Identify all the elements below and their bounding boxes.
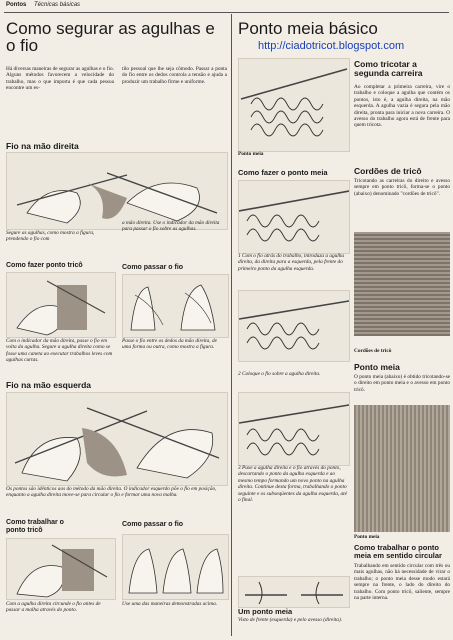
one-stitch-illustration <box>238 576 350 608</box>
column-divider <box>231 14 232 636</box>
section-pass-yarn-2: Como passar o fio <box>122 521 184 528</box>
left-title: Como segurar as agulhas e o fio <box>6 19 215 55</box>
caption-one-stitch: Visto de frente (esquerda) e pelo avesso (direita). <box>238 617 343 623</box>
section-stockinette: Ponto meia <box>354 362 400 372</box>
caption-work-garter: Com a agulha direita circunde o fio antes de passar a malha através do ponto. <box>6 601 101 614</box>
stockinette-illustration <box>238 58 350 152</box>
pass-yarn-illustration <box>122 274 229 338</box>
garter-illustration <box>6 272 116 338</box>
section-how-stockinette: Como fazer o ponto meia <box>238 168 328 177</box>
left-intro-col2: tilo pessoal que lhe seja cômodo. Passar a ponta do fio entre os dedos controla a tensão e ajuda a produzir um trabalho firme e uniforme. <box>122 66 227 85</box>
header-subsection: Técnicas básicas <box>34 2 81 8</box>
step1-illustration <box>238 180 350 254</box>
stockinette-swatch <box>354 405 450 532</box>
section-one-stitch: Um ponto meia <box>238 607 293 616</box>
step2-text: 2 Coloque o fio sobre a agulha direita. <box>238 371 321 377</box>
section-work-garter: Como trabalhar o ponto tricô <box>6 519 64 534</box>
step1-text: 1 Com o fio atrás do trabalho, introduza a agulha direita, da direita para a esquerda, pela frente do primeiro ponto da agulha esquerda. <box>238 253 345 272</box>
section-right-hand: Fio na mão direita <box>6 141 79 151</box>
right-hand-illustration <box>6 152 228 230</box>
text-circular: Trabalhando em sentido circular com três ou mais agulhas, não há necessidade de virar o trabalho; o ponto meia desse modo estará sempre na frente, o lado do direito do trabalho. Com ponto tricô, saliente, sempre na parte interna. <box>354 563 450 602</box>
caption-left-hand: Os pontos são idênticos aos do método da mão direita. O indicador esquerdo põe o fio em posição, enquanto a agulha direita move-se para circular o fio e formar uma nova malha. <box>6 486 217 499</box>
running-header <box>6 2 80 8</box>
text-garter-cords: Tricotando as carreiras do direito e avesso sempre em ponto tricô, forma-se o ponto (abaixo) denominado "cordões de tricô". <box>354 178 450 197</box>
section-pass-yarn: Como passar o fio <box>122 264 184 271</box>
left-intro-col1: Há diversas maneiras de segurar as agulhas e o fio. Alguns métodos favorecem a velocidade do trabalho, mas o que importa é que cada pessoa encontre um es- <box>6 66 114 92</box>
label-stockinette: Ponto meia <box>238 151 264 157</box>
garter-cords-swatch <box>354 232 450 336</box>
step3-illustration <box>238 392 350 466</box>
header-section: Pontos <box>6 2 27 8</box>
text-stockinette: O ponto meia (abaixo) é obtido tricotando-se o direito em ponto meia e o avesso em ponto tricô. <box>354 374 450 393</box>
section-circular: Como trabalhar o ponto meia em sentido circular <box>354 543 442 560</box>
section-knit-garter: Como tricotar a segunda carreira <box>354 59 423 78</box>
label-stockinette-2: Ponto meia <box>354 534 380 540</box>
label-garter-cords: Cordões de tricô <box>354 348 392 354</box>
section-garter: Como fazer ponto tricô <box>6 262 83 269</box>
step3-text: 3 Puxe a agulha direita e o fio através do ponto, descartando o ponto da agulha esquerda e ao mesmo tempo formando um novo ponto na agulha direita. Continue desta forma, trabalhando o ponto seguinte e os subseqüentes da agulha esquerda, até o final. <box>238 465 347 504</box>
work-garter-illustration <box>6 538 116 600</box>
text-knit-garter: Ao completar a primeira carreira, vire o trabalho e coloque a agulha que contém os pontos, isto é, a agulha direita, na mão esquerda. A agulha vazia é segura pela mão direita, pronta para iniciar a nova carreira. O avesso do trabalho agora está de frente para quem tricota. <box>354 84 450 129</box>
blog-url-link[interactable]: http://ciadotricot.blogspot.com <box>258 40 405 52</box>
caption-right-hand-b: a mão direita. Use o indicador da mão direita para passar o fio sobre as agulhas. <box>122 220 220 233</box>
caption-right-hand-a: Segure as agulhas, como mostra a figura, prendendo o fio com <box>6 230 95 243</box>
pass-yarn-2-illustration <box>122 534 229 600</box>
caption-pass-yarn-2: Use uma das maneiras demonstradas acima. <box>122 601 218 607</box>
right-title: Ponto meia básico <box>238 19 378 38</box>
section-left-hand: Fio na mão esquerda <box>6 380 92 390</box>
header-rule <box>4 12 449 13</box>
section-garter-cords: Cordões de tricô <box>354 166 422 176</box>
caption-pass-yarn: Passe o fio entre os dedos da mão direita, de uma forma ou outra, como mostra a figura. <box>122 338 217 351</box>
left-hand-illustration <box>6 392 228 486</box>
caption-garter: Com o indicador da mão direita, passe o fio em volta da agulha. Segure a agulha direita como se fosse uma caneta ao executar trabalhos leves com agulhas curtas. <box>6 338 113 364</box>
step2-illustration <box>238 290 350 362</box>
